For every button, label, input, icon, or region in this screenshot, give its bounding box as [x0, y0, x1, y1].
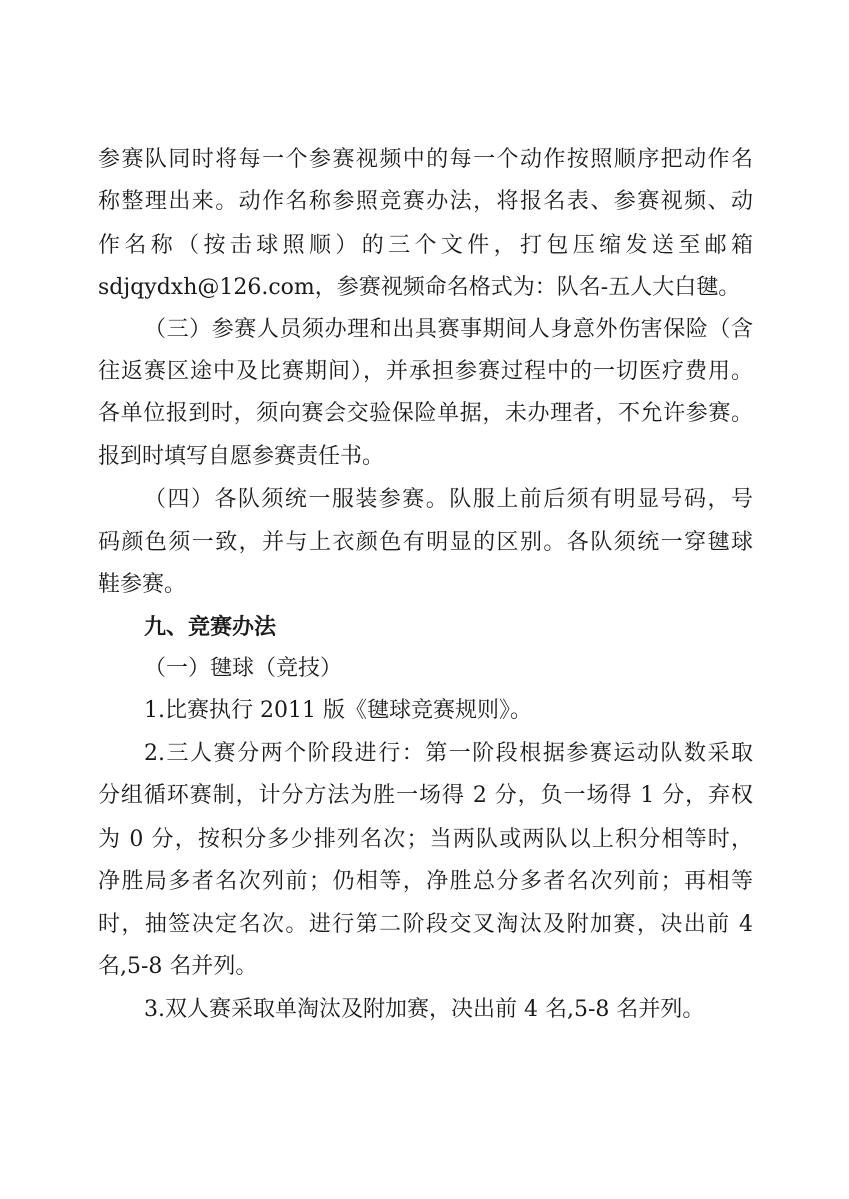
paragraph-line: 作名称（按击球照顺）的三个文件，打包压缩发送至邮箱	[98, 233, 753, 258]
paragraph-line: 1.比赛执行 2011 版《毽球竞赛规则》。	[144, 698, 532, 723]
section-heading: 九、竞赛办法	[144, 614, 277, 640]
subsection-heading: （一）毽球（竞技）	[144, 656, 343, 681]
paragraph-line: 往返赛区途中及比赛期间），并承担参赛过程中的一切医疗费用。	[98, 359, 753, 384]
paragraph-line: 鞋参赛。	[98, 572, 187, 597]
paragraph-line: 时，抽签决定名次。进行第二阶段交叉淘汰及附加赛，决出前 4	[98, 912, 753, 937]
paragraph-line: 报到时填写自愿参赛责任书。	[98, 444, 385, 469]
paragraph-line: 为 0 分，按积分多少排列名次；当两队或两队以上积分相等时，	[98, 827, 753, 852]
paragraph-line: 参赛队同时将每一个参赛视频中的每一个动作按照顺序把动作名	[98, 147, 753, 172]
paragraph-line: 码颜色须一致，并与上衣颜色有明显的区别。各队须统一穿毽球	[98, 530, 753, 555]
paragraph-line: 2.三人赛分两个阶段进行：第一阶段根据参赛运动队数采取	[144, 741, 753, 766]
paragraph-line: 各单位报到时，须向赛会交验保险单据，未办理者，不允许参赛。	[98, 401, 753, 426]
paragraph-line: sdjqydxh@126.com，参赛视频命名格式为：队名-五人大白毽。	[98, 275, 741, 300]
paragraph-line: （四）各队须统一服装参赛。队服上前后须有明显号码，号	[144, 487, 753, 512]
paragraph-line: 名,5-8 名并列。	[98, 954, 258, 979]
paragraph-line: 分组循环赛制，计分方法为胜一场得 2 分，负一场得 1 分，弃权	[98, 783, 753, 808]
paragraph-line: 称整理出来。动作名称参照竞赛办法，将报名表、参赛视频、动	[98, 189, 753, 214]
paragraph-line: 3.双人赛采取单淘汰及附加赛，决出前 4 名,5-8 名并列。	[144, 997, 705, 1022]
paragraph-line: 净胜局多者名次列前；仍相等，净胜总分多者名次列前；再相等	[98, 869, 753, 894]
paragraph-line: （三）参赛人员须办理和出具赛事期间人身意外伤害保险（含	[144, 317, 753, 342]
